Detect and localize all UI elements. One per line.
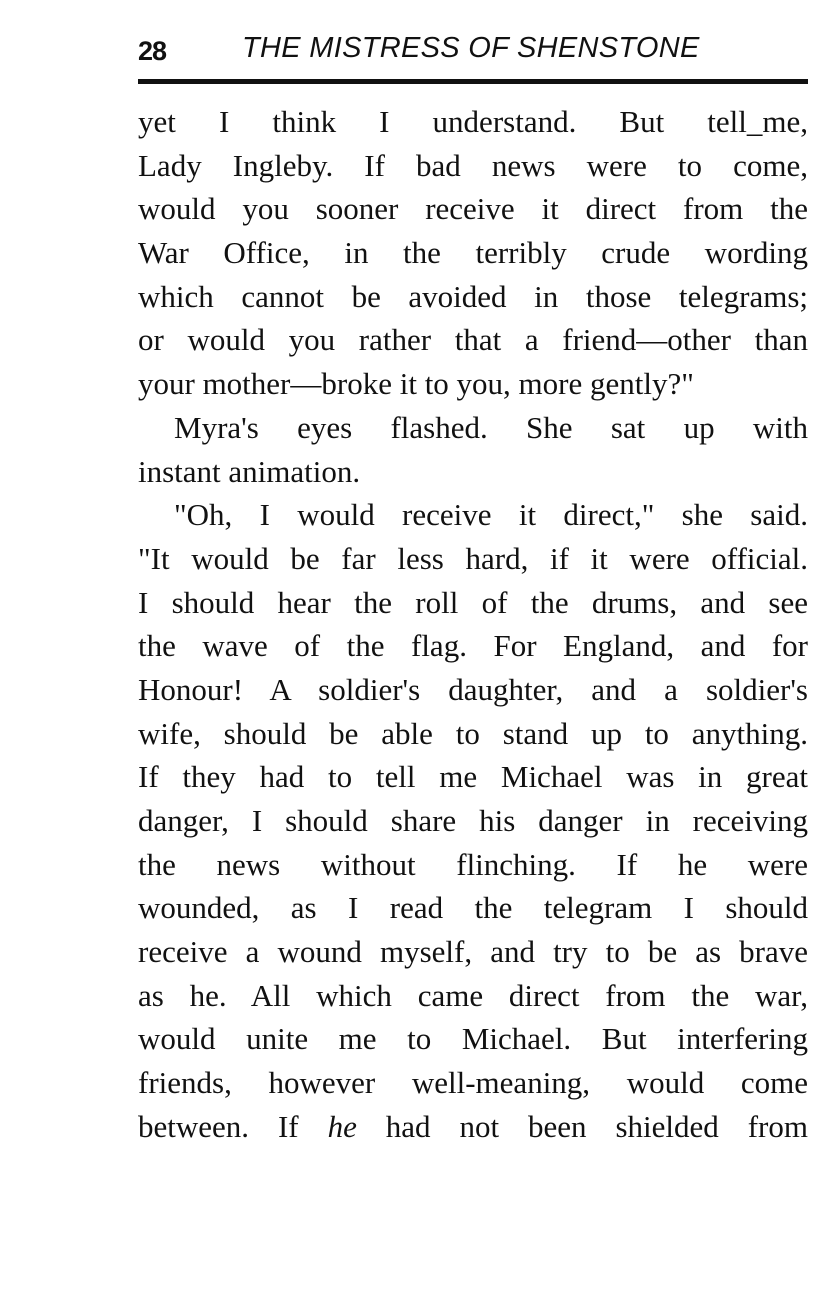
text-line [138, 1105, 808, 1149]
text-line: friends, however well-meaning, would come [138, 1065, 808, 1101]
text-line: would you sooner receive it direct from the [138, 191, 808, 227]
text-line: War Office, in the terribly crude wording [138, 235, 808, 271]
header-rule [138, 79, 808, 84]
text-line: wife, should be able to stand up to anything. [138, 715, 808, 751]
text-line: which cannot be avoided in those telegrams; [138, 278, 808, 314]
text-line: I should hear the roll of the drums, and see [138, 584, 808, 620]
text-line: instant animation. [138, 453, 361, 489]
text-line: danger, I should share his danger in receiving [138, 803, 808, 838]
page-header [138, 28, 808, 78]
text-line: receive a wound myself, and try to be as brave [138, 934, 808, 970]
text-line: wounded, as I read the telegram I should [138, 890, 808, 926]
text-line: the news without flinching. If he were [138, 846, 808, 882]
text-line: your mother—broke it to you, more gently?" [138, 366, 694, 402]
text-line: yet I think I understand. But tell_me, [138, 104, 808, 139]
text-segment: had not been shielded from [356, 1108, 808, 1144]
emphasized-word: he [327, 1108, 357, 1144]
text-line: "Oh, I would receive it direct," she said. [174, 497, 808, 533]
text-line: "It would be far less hard, if it were official. [138, 540, 808, 576]
text-line: Myra's eyes flashed. She sat up with [174, 409, 808, 445]
page-number: 28 [138, 36, 167, 66]
text-line: as he. All which came direct from the war, [138, 977, 808, 1013]
text-segment: between. If [138, 1108, 328, 1144]
text-line: the wave of the flag. For England, and for [138, 628, 808, 664]
running-title: THE MISTRESS OF SHENSTONE [242, 32, 700, 64]
body-text [138, 100, 808, 1149]
text-line: would unite me to Michael. But interfering [138, 1021, 808, 1057]
text-line: If they had to tell me Michael was in great [138, 759, 808, 795]
text-line: or would you rather that a friend—other than [138, 322, 808, 358]
text-line: Lady Ingleby. If bad news were to come, [138, 147, 808, 183]
text-line: Honour! A soldier's daughter, and a soldier's [138, 671, 808, 707]
